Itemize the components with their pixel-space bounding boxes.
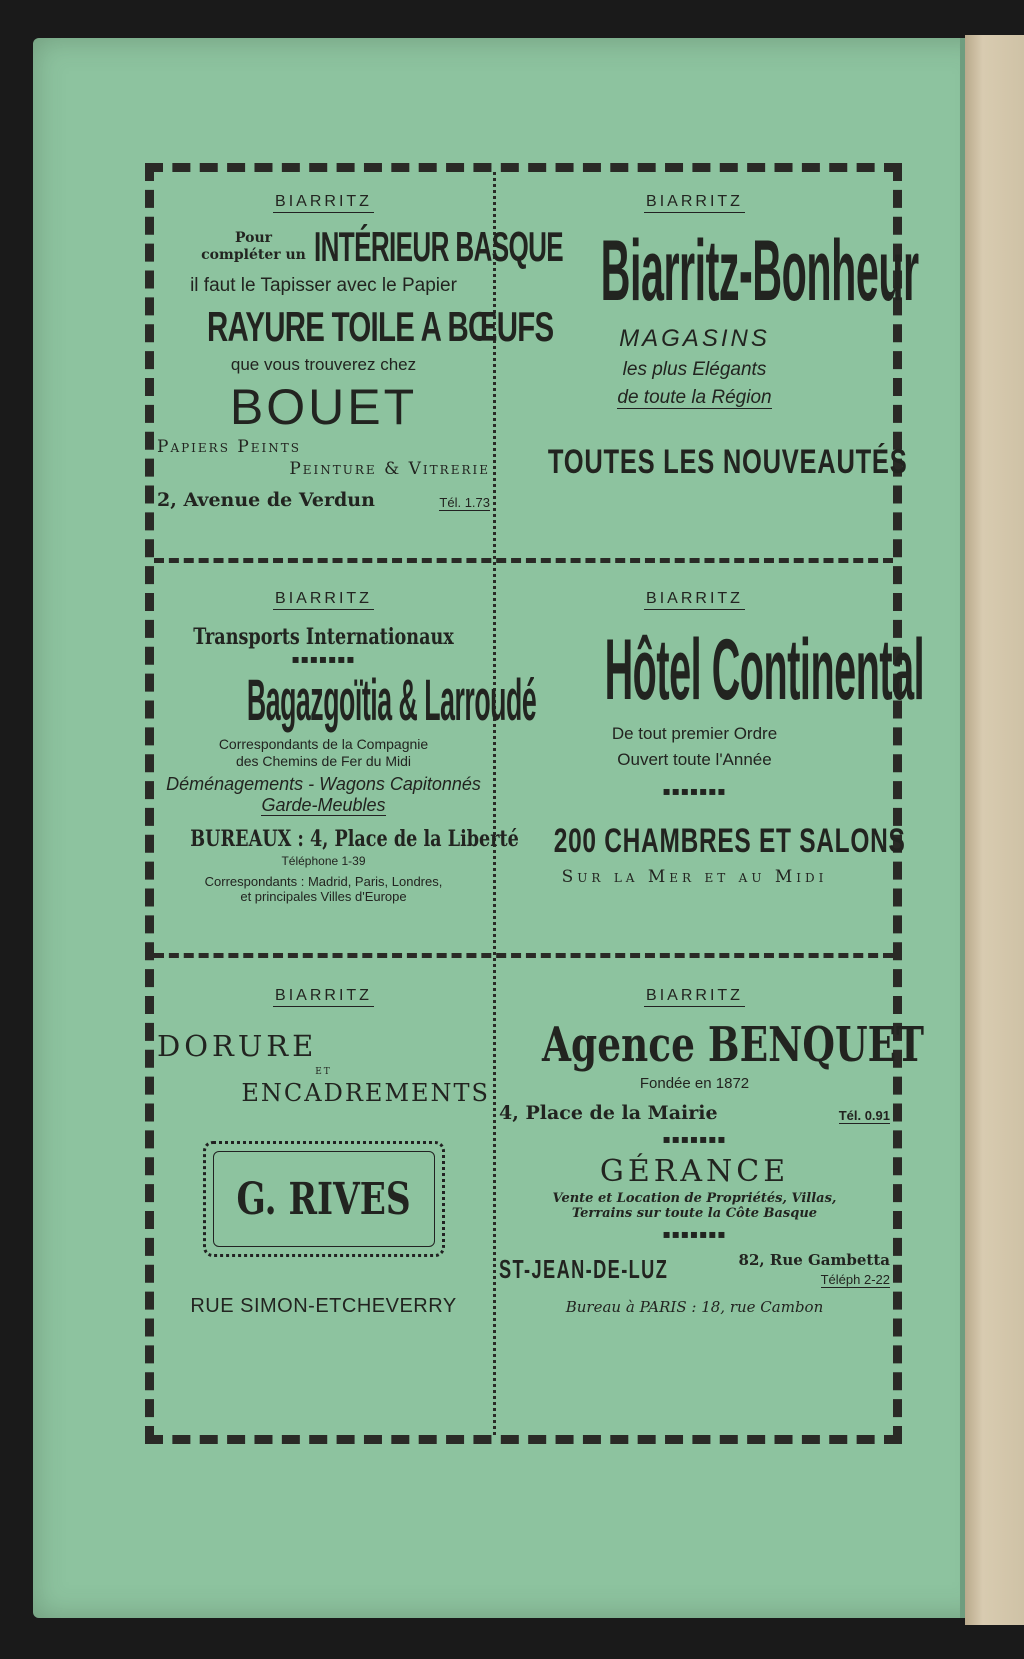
lead-text-2: compléter un bbox=[201, 247, 306, 263]
sea-text: Sur la Mer et au Midi bbox=[561, 867, 828, 887]
corr-line-1: Correspondants de la Compagnie bbox=[218, 736, 429, 752]
branch-phone: Téléph 2-22 bbox=[820, 1272, 890, 1287]
store-name: Biarritz-Bonheur bbox=[600, 223, 919, 319]
city-label: BIARRITZ bbox=[644, 987, 745, 1007]
advert-biarritz-bonheur bbox=[499, 191, 919, 553]
separator-2: ▪▪▪▪▪▪▪ bbox=[662, 1227, 727, 1241]
line-1: De tout premier Ordre bbox=[611, 724, 778, 743]
row-divider-1 bbox=[154, 558, 893, 563]
next-page-edge bbox=[965, 35, 1024, 1625]
city-label: BIARRITZ bbox=[273, 987, 374, 1007]
body-line: il faut le Tapisser avec le Papier bbox=[190, 275, 457, 296]
city-label: BIARRITZ bbox=[644, 590, 745, 610]
line-1: DORURE bbox=[157, 1029, 318, 1063]
phone: Tél. 1.73 bbox=[439, 495, 490, 510]
lead-text: Pour bbox=[234, 230, 273, 246]
agency-name: Agence BENQUET bbox=[542, 1017, 925, 1073]
separator: ▪▪▪▪▪▪▪ bbox=[662, 784, 727, 798]
advert-bouet bbox=[157, 191, 563, 553]
advert-hotel-continental bbox=[499, 588, 925, 950]
address: 2, Avenue de Verdun bbox=[157, 489, 375, 511]
services-1: Papiers Peints bbox=[157, 437, 302, 457]
owner-name: G. RIVES bbox=[236, 1173, 411, 1225]
name-cartouche bbox=[203, 1141, 445, 1257]
phone: Téléphone 1-39 bbox=[281, 854, 366, 868]
services-2: Peinture & Vitrerie bbox=[289, 459, 490, 479]
company-name: Bagazgoïtia & Larroudé bbox=[246, 668, 537, 733]
column-divider bbox=[493, 172, 496, 1435]
separator: ▪▪▪▪▪▪▪ bbox=[662, 1132, 727, 1146]
advert-dorure bbox=[157, 985, 490, 1425]
shop-name: BOUET bbox=[229, 379, 418, 435]
hotel-name: Hôtel Continental bbox=[604, 622, 925, 718]
corr-line-2: des Chemins de Fer du Midi bbox=[235, 753, 412, 769]
subtitle-2: les plus Elégants bbox=[622, 359, 767, 380]
gerance-title: GÉRANCE bbox=[599, 1154, 790, 1189]
city-label: BIARRITZ bbox=[644, 193, 745, 213]
separator: ▪▪▪▪▪▪▪ bbox=[291, 652, 356, 666]
body-line-2: que vous trouverez chez bbox=[230, 355, 417, 374]
city-label: BIARRITZ bbox=[273, 590, 374, 610]
advert-benquet bbox=[499, 985, 925, 1425]
line-2: ET bbox=[315, 1067, 332, 1077]
city-label: BIARRITZ bbox=[273, 193, 374, 213]
founded: Fondée en 1872 bbox=[639, 1075, 750, 1092]
subtitle-1: MAGASINS bbox=[619, 325, 770, 352]
branch-address: 82, Rue Gambetta bbox=[738, 1251, 890, 1269]
services-2: Garde-Meubles bbox=[261, 795, 386, 815]
footer-text: TOUTES LES NOUVEAUTÉS bbox=[547, 443, 908, 481]
line-2: Ouvert toute l'Année bbox=[617, 750, 772, 769]
row-divider-2 bbox=[154, 953, 893, 958]
advert-grid bbox=[145, 163, 925, 1444]
address: 4, Place de la Mairie bbox=[499, 1102, 718, 1124]
header-text: Transports Internationaux bbox=[193, 624, 454, 650]
paris-office: Bureau à PARIS : 18, rue Cambon bbox=[565, 1298, 824, 1316]
desc-1: Vente et Location de Propriétés, Villas, bbox=[552, 1191, 837, 1206]
headline: INTÉRIEUR BASQUE bbox=[313, 223, 563, 270]
rooms-text: 200 CHAMBRES ET SALONS bbox=[553, 822, 906, 860]
corr-line-3: Correspondants : Madrid, Paris, Londres, bbox=[204, 874, 443, 889]
phone: Tél. 0.91 bbox=[838, 1108, 890, 1123]
corr-line-4: et principales Villes d'Europe bbox=[240, 889, 407, 904]
line-3: ENCADREMENTS bbox=[241, 1079, 490, 1107]
product-name: RAYURE TOILE A BŒUFS bbox=[206, 303, 554, 350]
desc-2: Terrains sur toute la Côte Basque bbox=[571, 1206, 818, 1221]
address: RUE SIMON-ETCHEVERRY bbox=[190, 1295, 457, 1317]
advert-transports bbox=[157, 588, 537, 950]
subtitle-3: de toute la Région bbox=[617, 387, 772, 408]
bureau-address: BUREAUX : 4, Place de la Liberté bbox=[190, 826, 519, 852]
services-1: Déménagements - Wagons Capitonnés bbox=[166, 774, 481, 794]
branch-name: ST-JEAN-DE-LUZ bbox=[499, 1254, 669, 1284]
